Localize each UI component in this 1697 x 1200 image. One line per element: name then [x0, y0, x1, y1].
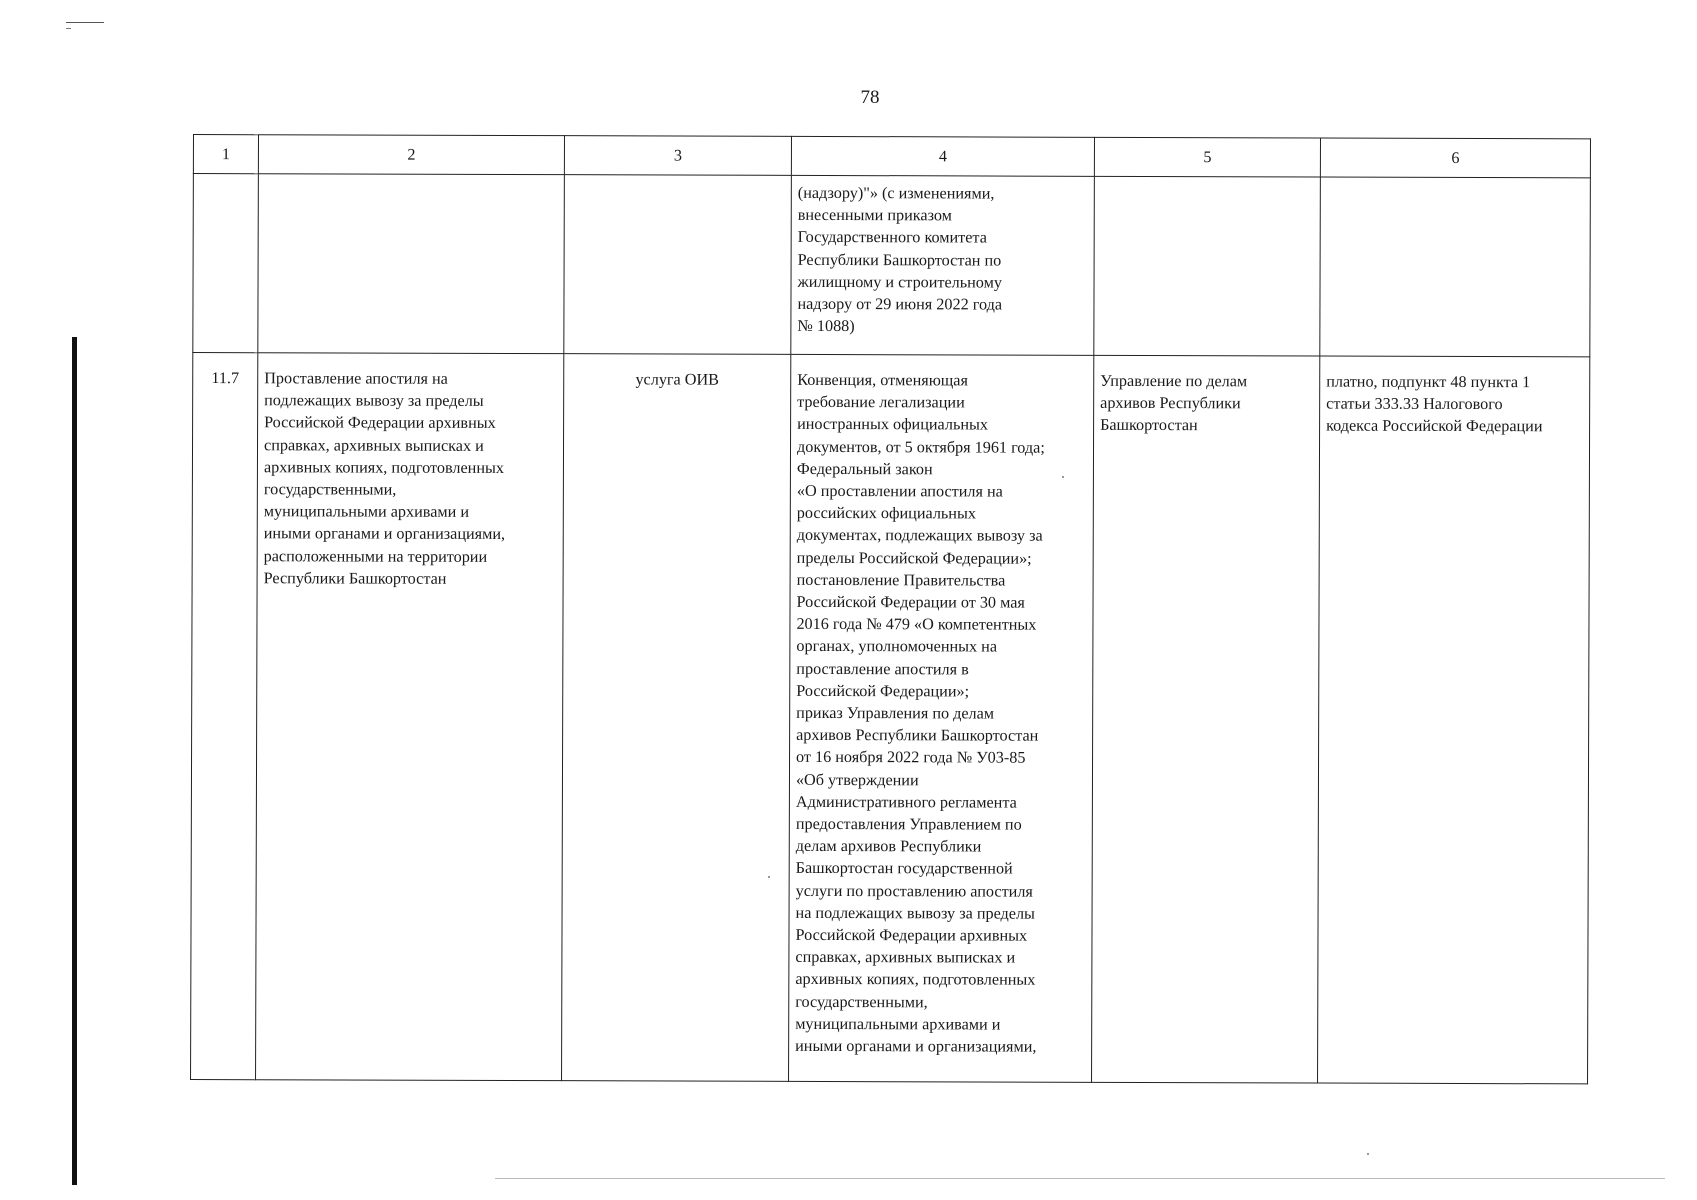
text-line: постановление Правительства	[796, 570, 1006, 590]
text-line: Управление по делам	[1100, 371, 1248, 391]
text-line: документов, от 5 октября 1961 года;	[796, 437, 1045, 457]
table-row-continuation	[193, 174, 1591, 357]
text-line: внесенными приказом	[797, 206, 952, 225]
text-line: «Об утверждении	[795, 770, 919, 789]
services-table	[190, 134, 1591, 1084]
text-line: кодекса Российской Федерации	[1326, 416, 1543, 436]
page-number: 78	[860, 87, 880, 108]
text-line: Государственного комитета	[797, 228, 987, 247]
text-line: от 16 ноября 2022 года № У03-85	[796, 748, 1026, 768]
text-line: пределы Российской Федерации»;	[796, 548, 1032, 568]
column-header: 4	[791, 136, 1094, 176]
text-line: Административного регламента	[795, 792, 1017, 812]
table-cell	[1320, 177, 1591, 357]
scan-artifact-line	[495, 1178, 1665, 1179]
scan-speck	[1367, 1153, 1369, 1155]
text-line: муниципальными архивами и	[263, 502, 470, 522]
text-line: 2016 года № 479 «О компетентных	[796, 615, 1037, 634]
text-line: архивов Республики Башкортостан	[796, 726, 1039, 745]
text-line: № 1088)	[797, 317, 855, 336]
text-line: архивов Республики	[1100, 394, 1241, 413]
text-line: Российской Федерации от 30 мая	[796, 592, 1025, 612]
text-line: государственными,	[263, 480, 397, 499]
text-line: предоставления Управлением по	[795, 814, 1022, 834]
text-line: (надзору)"» (с изменениями,	[797, 183, 995, 203]
text-line: «О проставлении апостиля на	[796, 481, 1003, 501]
text-line: документах, подлежащих вывозу за	[796, 526, 1043, 546]
text-line: Башкортостан	[1100, 416, 1198, 435]
text-line: Республики Башкортостан по	[797, 250, 1002, 270]
legal-basis-text	[795, 369, 1087, 1058]
scan-artifact-mark	[66, 28, 71, 29]
text-line: Российской Федерации архивных	[264, 413, 496, 433]
table-header-row	[193, 135, 1590, 178]
column-header: 5	[1094, 137, 1320, 177]
text-line: иностранных официальных	[797, 415, 989, 434]
text-line: справках, архивных выписках и	[795, 948, 1016, 967]
column-header: 2	[258, 135, 564, 175]
text-line: иными органами и организациями,	[263, 524, 506, 544]
text-line: муниципальными архивами и	[795, 1014, 1001, 1034]
text-line: государственными,	[795, 992, 928, 1011]
text-line: справках, архивных выписках и	[263, 435, 484, 455]
text-line: приказ Управления по делам	[796, 703, 995, 723]
text-line: надзору от 29 июня 2022 года	[797, 294, 1003, 314]
text-line: жилищному и строительному	[797, 272, 1002, 292]
text-line: Республики Башкортостан	[263, 569, 447, 588]
legal-basis-cell	[789, 354, 1094, 1082]
legal-basis-continuation-cell	[791, 175, 1095, 355]
table-cell	[564, 175, 792, 355]
row-number: 11.7	[211, 369, 240, 388]
table-cell	[258, 174, 565, 354]
service-name-cell	[256, 353, 564, 1081]
authority-text	[1100, 370, 1313, 437]
text-line: делам архивов Республики	[795, 837, 982, 856]
table-row	[191, 353, 1590, 1084]
row-number-cell	[191, 353, 258, 1080]
text-line: Российской Федерации»;	[796, 681, 970, 701]
text-line: Проставление апостиля на	[264, 369, 448, 388]
text-line: архивных копиях, подготовленных	[795, 970, 1036, 990]
text-line: статьи 333.33 Налогового	[1326, 394, 1503, 414]
text-line: Федеральный закон	[796, 459, 933, 479]
service-name-text	[264, 367, 558, 590]
text-line: архивных копиях, подготовленных	[263, 458, 505, 477]
text-line: услуги по проставлению апостиля	[795, 881, 1033, 901]
authority-cell	[1092, 355, 1320, 1083]
legal-basis-continuation-text	[797, 182, 1087, 338]
text-line: Башкортостан государственной	[795, 859, 1013, 879]
column-header: 1	[193, 135, 258, 174]
table-cell	[1094, 176, 1321, 356]
fee-cell	[1318, 356, 1590, 1084]
service-type-cell	[562, 354, 791, 1082]
text-line: на подлежащих вывозу за пределы	[795, 903, 1035, 923]
text-line: требование легализации	[797, 393, 965, 412]
column-header: 6	[1320, 138, 1590, 178]
table-cell	[193, 174, 259, 353]
text-line: расположенными на территории	[263, 546, 488, 566]
text-line: иными органами и организациями,	[795, 1036, 1037, 1056]
column-header: 3	[564, 136, 791, 176]
text-line: органах, уполномоченных на	[796, 637, 998, 656]
text-line: Российской Федерации архивных	[795, 925, 1028, 945]
text-line: подлежащих вывозу за пределы	[264, 391, 484, 411]
text-line: российских официальных	[796, 504, 976, 523]
fee-text	[1326, 371, 1583, 438]
scan-artifact-mark	[66, 22, 104, 23]
text-line: проставление апостиля в	[796, 659, 969, 679]
service-type: услуга ОИВ	[635, 370, 720, 389]
scan-binding-edge	[72, 337, 77, 1185]
text-line: платно, подпункт 48 пункта 1	[1326, 372, 1531, 392]
text-line: Конвенция, отменяющая	[797, 370, 968, 390]
